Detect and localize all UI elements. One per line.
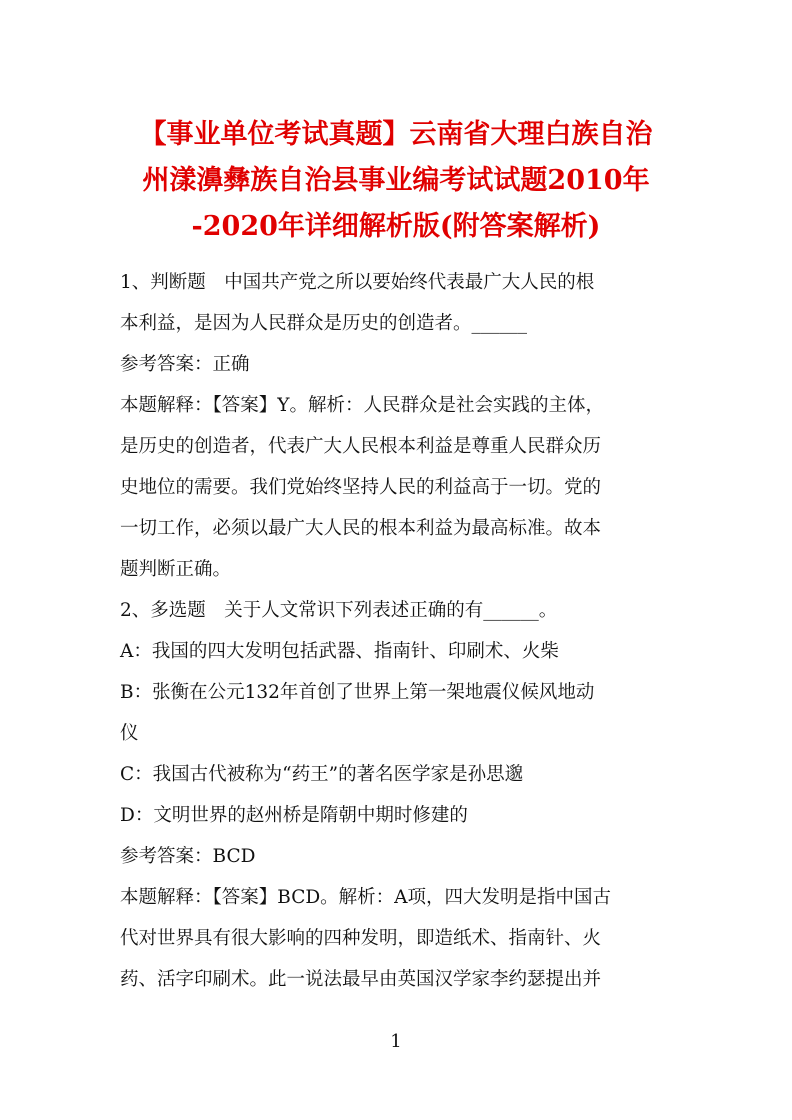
document-title — [100, 112, 692, 250]
question-1-explanation-cont: 一切工作，必须以最广大人民的根本利益为最高标准。故本 — [120, 518, 602, 539]
question-1-text-cont: 本利益，是因为人民群众是历史的创造者。______ — [120, 313, 528, 334]
question-2-option-b-cont: 仪 — [120, 723, 139, 744]
question-2-explanation: 本题解释：【答案】BCD。解析：A项，四大发明是指中国古 — [120, 887, 612, 908]
question-1-explanation: 本题解释：【答案】Y。解析：人民群众是社会实践的主体， — [120, 395, 604, 416]
question-2-option-c: C：我国古代被称为“药王”的著名医学家是孙思邈 — [120, 764, 524, 785]
question-2-option-a: A：我国的四大发明包括武器、指南针、印刷术、火柴 — [120, 641, 559, 662]
question-2-explanation-cont: 代对世界具有很大影响的四种发明，即造纸术、指南针、火 — [120, 928, 602, 949]
question-1-explanation-cont: 题判断正确。 — [120, 559, 232, 580]
title-line-3: -2020年详细解析版(附答案解析) — [191, 211, 601, 242]
document-body — [120, 262, 676, 1000]
title-line-2: 州漾濞彝族自治县事业编考试试题2010年 — [142, 165, 650, 196]
title-line-1: 【事业单位考试真题】云南省大理白族自治 — [139, 119, 653, 150]
question-1-text: 1、判断题 中国共产党之所以要始终代表最广大人民的根 — [120, 272, 595, 293]
page-number: 1 — [390, 1031, 402, 1052]
question-2-explanation-cont: 药、活字印刷术。此一说法最早由英国汉学家李约瑟提出并 — [120, 969, 602, 990]
question-1-explanation-cont: 是历史的创造者，代表广大人民根本利益是尊重人民群众历 — [120, 436, 602, 457]
question-2-text: 2、多选题 关于人文常识下列表述正确的有______。 — [120, 600, 558, 621]
question-2-answer: 参考答案：BCD — [120, 846, 256, 867]
question-1-explanation-cont: 史地位的需要。我们党始终坚持人民的利益高于一切。党的 — [120, 477, 602, 498]
question-1-answer: 参考答案：正确 — [120, 354, 250, 375]
question-2-option-d: D：文明世界的赵州桥是隋朝中期时修建的 — [120, 805, 468, 826]
question-2-option-b: B：张衡在公元132年首创了世界上第一架地震仪候风地动 — [120, 682, 595, 703]
